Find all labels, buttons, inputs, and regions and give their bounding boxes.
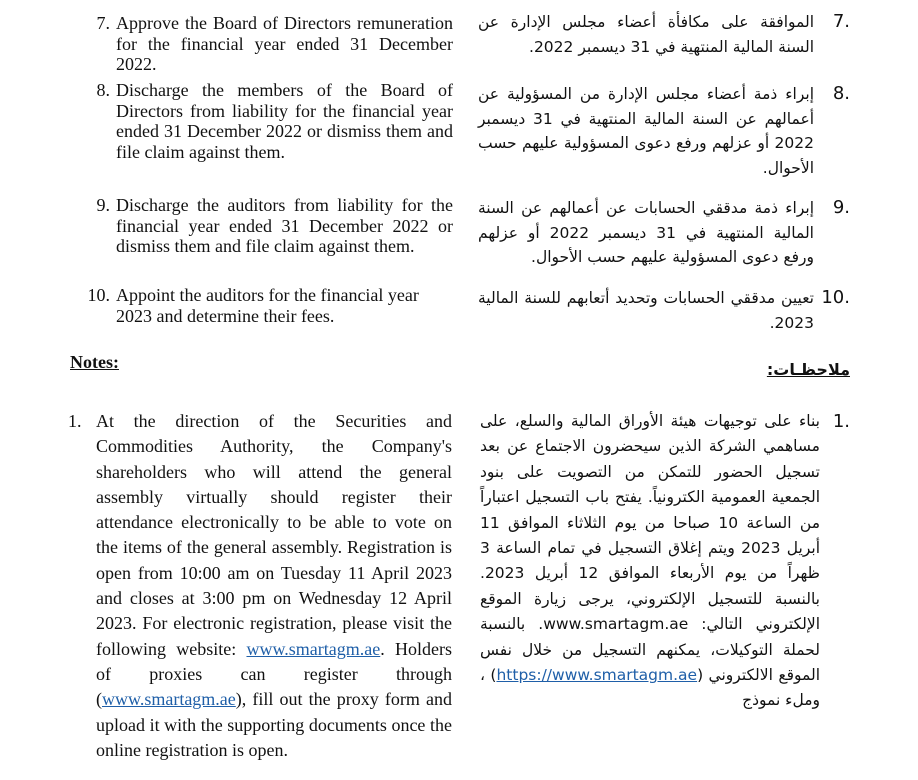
website-link[interactable]: https://www.smartagm.ae (496, 666, 698, 685)
website-link[interactable]: www.smartagm.ae (246, 638, 381, 659)
item-number: .9 (832, 197, 850, 218)
note-number: 1. (68, 411, 82, 431)
website-text: www.smartagm.ae (543, 615, 689, 634)
item-text: تعيين مدققي الحسابات وتحديد أتعابهم للسنة المالية 2023. (478, 289, 814, 332)
note-text-part: ) ، وملء نموذج (480, 666, 820, 710)
note-number: .1 (832, 411, 850, 432)
item-text: إبراء ذمة أعضاء مجلس الإدارة من المسؤولية عن أعمالهم عن السنة المالية المنتهية في 31 ديسمبر 2022 أو عزلهم ورفع دعوى المسؤولية عليهم حسب الأحوال. (478, 85, 814, 177)
item-text: إبراء ذمة مدققي الحسابات عن أعمالهم عن السنة المالية المنتهية في 31 ديسمبر 2022 أو عزلهم ورفع دعوى المسؤولية عليهم حسب الأحوال. (478, 199, 814, 266)
item-text: Approve the Board of Directors remuneration for the financial year ended 31 December 2022. (116, 13, 453, 74)
notes-heading-ar: ملاحظـات: (766, 360, 850, 379)
item-number: 7. (96, 13, 110, 33)
item-number: .10 (821, 287, 850, 308)
item-number: 10. (87, 285, 110, 305)
note-text-part: . بالنسبة لحملة التوكيلات، يمكنهم التسجيل من خلال نفس الموقع الالكتروني ( (480, 615, 820, 685)
note-text-part: At the direction of the Securities and Commodities Authority, the Company's shareholders who will attend the general assembly virtually should register their attendance electronically to be able to vote on the items of the general assembly. Registration is open from 10:00 am on Tuesday 11 April 2023 and closes at 3:00 pm on Wednesday 12 April 2023. For electronic registration, please visit the following website: (96, 411, 452, 659)
item-number: .8 (832, 83, 850, 104)
note-text (480, 409, 820, 714)
item-text: Appoint the auditors for the financial year 2023 and determine their fees. (116, 285, 419, 326)
note-text-part: . Holders of proxies can register through ( (96, 638, 452, 710)
item-text: الموافقة على مكافأة أعضاء مجلس الإدارة عن السنة المالية المنتهية في 31 ديسمبر 2022. (478, 13, 814, 56)
item-number: 9. (96, 195, 110, 215)
item-number: .7 (832, 11, 850, 32)
note-text-part: ), fill out the proxy form and upload it with the supporting documents once the online registration is open. (96, 689, 452, 760)
note-text (96, 409, 452, 763)
item-text: Discharge the auditors from liability for the financial year ended 31 December 2022 or dismiss them and file claim against them. (116, 195, 453, 256)
note-text-part: بناء على توجيهات هيئة الأوراق المالية والسلع، على مساهمي الشركة الذين سيحضرون الاجتماع عن بعد تسجيل الحضور للتمكن من التصويت على بنود الجمعية العمومية الكترونياً. يفتح باب التسجيل اعتباراً من الساعة 10 صباحا من يوم الثلاثاء الموافق 11 أبريل 2023 ويتم إغلاق التسجيل في تمام الساعة 3 ظهراً من يوم الأربعاء الموافق 12 أبريل 2023. بالنسبة للتسجيل الإلكتروني، يرجى زيارة الموقع الإلكتروني التالي: (480, 412, 821, 634)
item-text: Discharge the members of the Board of Directors from liability for the financial year ended 31 December 2022 or dismiss them and file claim against them. (116, 80, 453, 162)
proxy-website-link[interactable]: www.smartagm.ae (102, 689, 236, 710)
notes-heading-en: Notes: (70, 352, 119, 372)
item-number: 8. (96, 80, 110, 100)
